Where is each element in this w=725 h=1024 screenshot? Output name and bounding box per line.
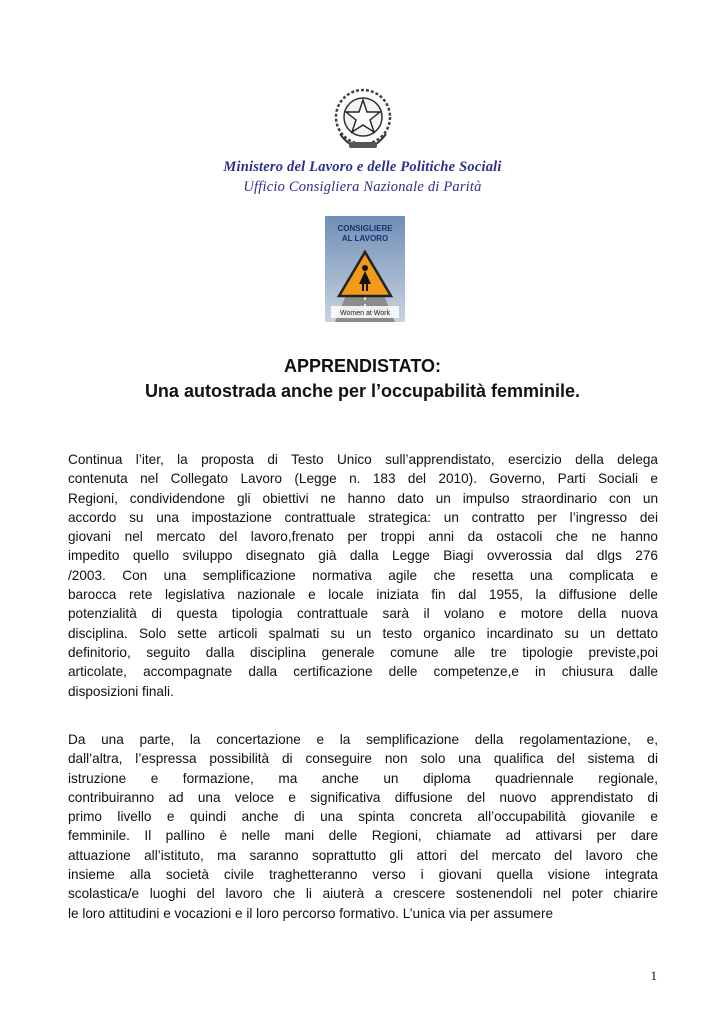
text-line: contenuta nel Collegato Lavoro (Legge n. 183 del 2010). Governo, Parti Sociali e	[68, 471, 658, 487]
text-line: impedito quello sviluppo disegnato già dalla Legge Biagi ovverossia dal dlgs 276	[68, 548, 658, 564]
text-line: definitorio, seguito dalla disciplina generale comune alle tre tipologie previste,poi	[68, 644, 658, 660]
text-line: insieme alla società civile traghetteranno verso i giovani quella visione integrata	[68, 867, 658, 883]
logo-text-line2: AL LAVORO	[341, 234, 389, 243]
ministry-name: Ministero del Lavoro e delle Politiche Sociali	[223, 159, 502, 175]
logo-text-bottom: Women at Work	[340, 310, 390, 317]
text-line: disposizioni finali.	[68, 683, 174, 699]
body-paragraph-1	[68, 450, 658, 701]
text-line: femminile. Il pallino è nelle mani delle Regioni, chiamate ad attivarsi per dare	[68, 828, 658, 844]
text-line: primo livello e quindi anche di una spinta concreta all’occupabilità giovanile e	[68, 809, 658, 825]
italian-republic-emblem-icon	[332, 86, 394, 152]
text-line: scolastica/e luoghi del lavoro che li aiuterà a crescere sostenendoli nel poter chiarire	[68, 886, 658, 902]
text-line: Da una parte, la concertazione e la semplificazione della regolamentazione, e,	[68, 732, 658, 747]
text-line: dall’altra, l’espressa possibilità di conseguire non solo una qualifica del sistema di	[68, 751, 658, 767]
text-line: istruzione e formazione, ma anche un diploma quadriennale regionale,	[68, 770, 658, 786]
logo-text-line1: CONSIGLIERE	[337, 224, 393, 233]
text-line: potenzialità di questa tipologia contrattuale sarà il volano e motore della nuova	[68, 606, 658, 622]
text-line: Continua l’iter, la proposta di Testo Unico sull’apprendistato, esercizio della delega	[68, 452, 658, 467]
text-line: attuazione all’istituto, ma saranno soprattutto gli attori del mercato del lavoro che	[68, 847, 658, 863]
text-line: contribuiranno ad una veloce e significativa diffusione del nuovo apprendistato di	[68, 789, 658, 805]
text-line: accordo su una impostazione contrattuale strategica: un contratto per l’ingresso dei	[68, 509, 658, 525]
text-line: articolate, accompagnate dalla certificazione delle competenze,e in chiusura dalle	[68, 664, 658, 680]
text-line: disciplina. Solo sette articoli spalmati su un testo organico incardinato su un dettato	[68, 625, 658, 641]
document-subtitle: Una autostrada anche per l’occupabilità femminile.	[144, 381, 581, 401]
text-line: Regioni, condividendone gli obiettivi ne hanno dato un impulso straordinario con un	[68, 490, 658, 506]
text-line: giovani nel mercato del lavoro,frenato per troppi anni da ostacoli che ne hanno	[68, 529, 658, 545]
text-line: /2003. Con una semplificazione normativa agile che resetta una complicata e	[68, 567, 658, 583]
office-name: Ufficio Consigliera Nazionale di Parità	[243, 179, 482, 195]
document-title: APPRENDISTATO:	[283, 356, 441, 376]
text-line: barocca rete legislativa nazionale e locale iniziata fin dal 1955, la diffusione delle	[68, 587, 658, 603]
text-line: le loro attitudini e vocazioni e il loro percorso formativo. L’unica via per assumere	[68, 905, 554, 921]
women-at-work-road-sign-icon	[325, 216, 405, 322]
page-number: 1	[650, 968, 657, 983]
body-paragraph-2	[68, 730, 658, 923]
